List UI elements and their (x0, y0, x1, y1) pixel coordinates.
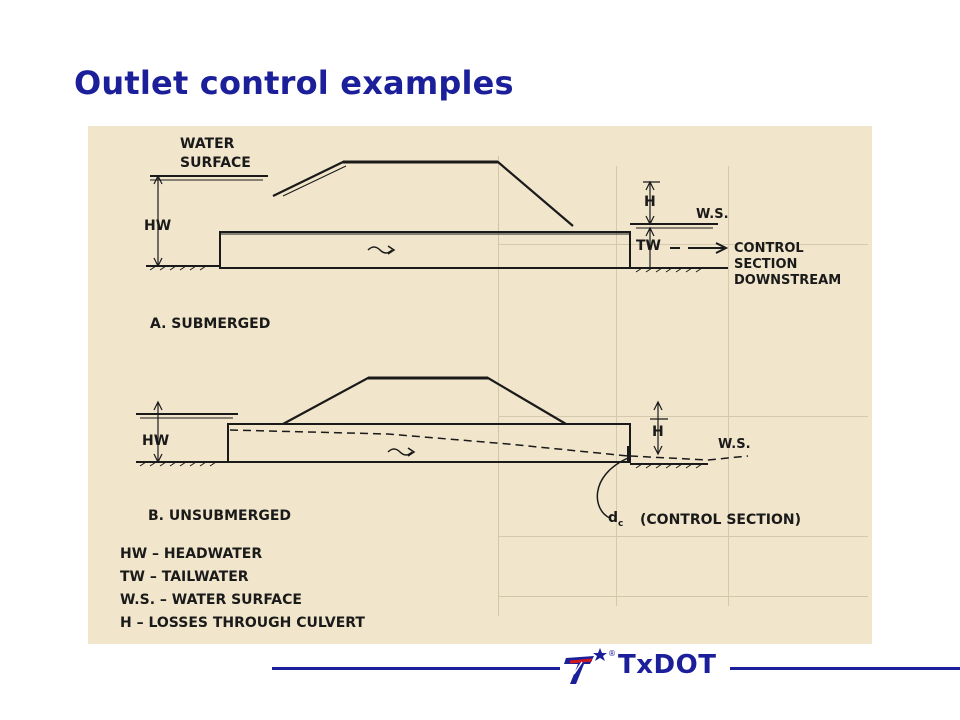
hw-label-b: HW (142, 433, 170, 449)
h-label-b: H (652, 424, 664, 440)
hw-label-a: HW (144, 218, 172, 234)
txdot-logo-text: TxDOT (618, 650, 717, 680)
h-label-a: H (644, 194, 656, 210)
ws-label-b: W.S. (718, 437, 751, 452)
culvert-diagram (88, 126, 872, 644)
unsubmerged-case (136, 378, 748, 518)
txdot-emblem-icon (564, 648, 607, 684)
legend-item: HW – HEADWATER (120, 546, 263, 562)
control-label-2: SECTION (734, 257, 798, 272)
case-a-label: A. SUBMERGED (150, 316, 271, 332)
case-b-label: B. UNSUBMERGED (148, 508, 292, 524)
legend-item: W.S. – WATER SURFACE (120, 592, 302, 608)
control-section-label: (CONTROL SECTION) (640, 512, 802, 528)
water-surface-label-1: WATER (180, 136, 235, 152)
ws-label-a: W.S. (696, 207, 729, 222)
tw-label-a: TW (636, 238, 661, 254)
culvert-diagram-svg (88, 126, 872, 644)
footer-rule-left (272, 667, 560, 670)
control-label-1: CONTROL (734, 241, 804, 256)
legend-item: H – LOSSES THROUGH CULVERT (120, 615, 365, 631)
dc-label: d (608, 510, 619, 526)
footer-rule-right (730, 667, 960, 670)
water-surface-label-2: SURFACE (180, 155, 251, 171)
submerged-case (146, 162, 728, 272)
control-label-3: DOWNSTREAM (734, 273, 842, 288)
dc-subscript: c (618, 519, 624, 529)
slide-title: Outlet control examples (74, 64, 514, 102)
registered-mark: ® (608, 649, 616, 658)
legend-item: TW – TAILWATER (120, 569, 249, 585)
